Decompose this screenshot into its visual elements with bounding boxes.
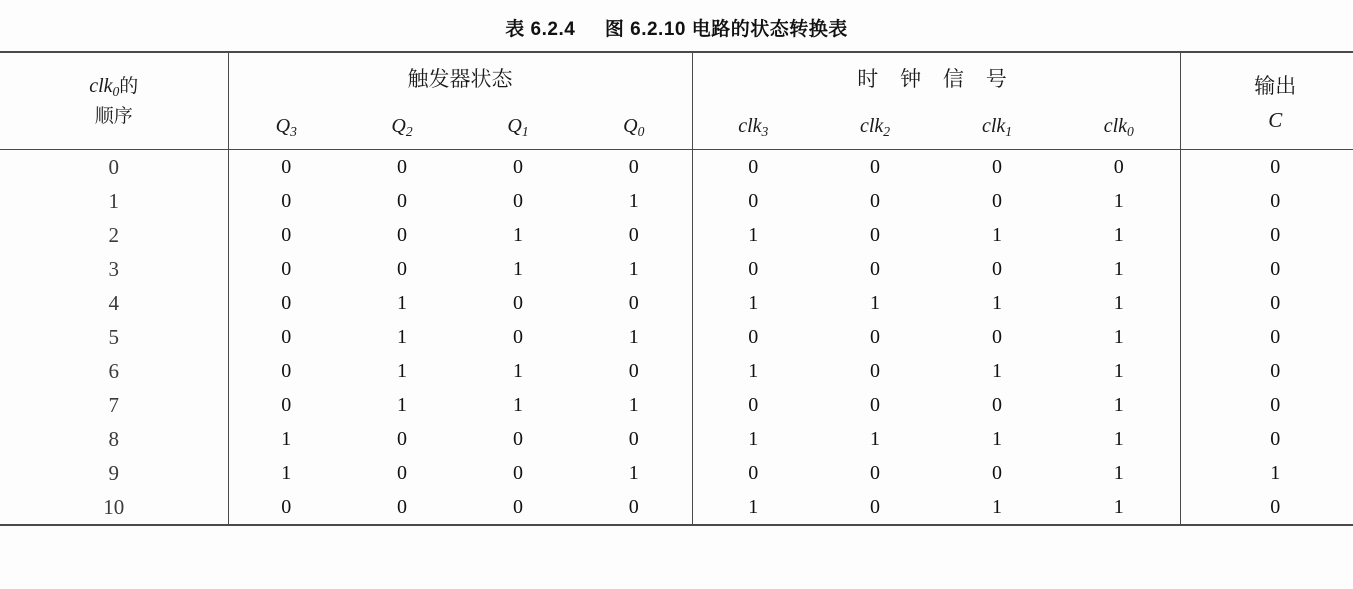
- cell-bit: 0: [513, 291, 523, 314]
- cell-bit: 0: [397, 495, 407, 518]
- cell-bit: 1: [513, 223, 523, 246]
- cell-bit: 0: [692, 150, 814, 184]
- table-row: [0, 490, 1353, 525]
- cell-bit: 1: [228, 456, 344, 490]
- cell-sequence: 9: [108, 460, 119, 485]
- q0-symbol: Q: [623, 114, 638, 137]
- cell-bit: 0: [628, 223, 639, 246]
- cell-bit: 1: [1113, 393, 1124, 416]
- table-row: [0, 354, 1353, 388]
- cell-bit: 0: [692, 456, 814, 490]
- q3-index: 3: [290, 123, 297, 139]
- cell-bit: 0: [628, 155, 639, 178]
- cell-bit: 0: [870, 257, 880, 280]
- cell-bit: 1: [397, 325, 407, 348]
- cell-bit: 0: [992, 189, 1002, 212]
- cell-bit: 0: [992, 461, 1002, 484]
- cell-bit: 0: [228, 320, 344, 354]
- cell-bit: 0: [513, 495, 523, 518]
- cell-bit: 0: [513, 325, 523, 348]
- cell-bit: 0: [992, 155, 1002, 178]
- cell-bit: 0: [513, 427, 523, 450]
- cell-bit: 0: [228, 150, 344, 184]
- cell-bit: 1: [513, 393, 523, 416]
- cell-bit: 1: [1113, 359, 1124, 382]
- cell-bit: 0: [870, 189, 880, 212]
- header-col-q0: [576, 103, 692, 150]
- cell-output: 0: [1180, 320, 1353, 354]
- clk0-index: 0: [1127, 123, 1134, 139]
- cell-bit: 0: [397, 461, 407, 484]
- table-row: [0, 184, 1353, 218]
- cell-bit: 0: [628, 291, 639, 314]
- cell-output: 0: [1180, 218, 1353, 252]
- cell-bit: 0: [628, 359, 639, 382]
- table-row: [0, 388, 1353, 422]
- rule-bottom: [0, 525, 1353, 526]
- cell-bit: 0: [513, 461, 523, 484]
- cell-output: 0: [1180, 490, 1353, 525]
- table-row: [0, 150, 1353, 184]
- cell-bit: 1: [1113, 223, 1124, 246]
- cell-bit: 0: [870, 359, 880, 382]
- cell-bit: 1: [992, 495, 1002, 518]
- cell-bit: 1: [992, 291, 1002, 314]
- cell-bit: 0: [1113, 155, 1124, 178]
- cell-bit: 0: [870, 461, 880, 484]
- q1-symbol: Q: [507, 114, 522, 137]
- q0-index: 0: [637, 123, 645, 139]
- cell-bit: 1: [992, 359, 1002, 382]
- cell-bit: 0: [228, 388, 344, 422]
- cell-output: 0: [1180, 286, 1353, 320]
- header-group-row: [0, 53, 1353, 103]
- cell-output: 0: [1180, 150, 1353, 184]
- cell-bit: 0: [228, 490, 344, 525]
- header-group-flipflop: 触发器状态: [228, 53, 692, 103]
- cell-bit: 1: [628, 461, 639, 484]
- clk2-symbol: clk: [859, 114, 884, 137]
- cell-sequence: 1: [108, 188, 119, 213]
- table-row: [0, 252, 1353, 286]
- cell-bit: 0: [397, 427, 407, 450]
- cell-bit: 0: [228, 184, 344, 218]
- header-col-clk2: [814, 103, 936, 150]
- cell-bit: 0: [228, 286, 344, 320]
- cell-output: 1: [1180, 456, 1353, 490]
- cell-bit: 0: [513, 189, 523, 212]
- cell-bit: 0: [692, 320, 814, 354]
- cell-bit: 1: [628, 325, 639, 348]
- cell-output: 0: [1180, 422, 1353, 456]
- cell-output: 0: [1180, 252, 1353, 286]
- table-row: [0, 286, 1353, 320]
- header-col-q1: [460, 103, 576, 150]
- clk1-symbol: clk: [981, 114, 1006, 137]
- cell-bit: 1: [397, 359, 407, 382]
- table-body: [0, 150, 1353, 525]
- table-row: [0, 422, 1353, 456]
- cell-bit: 1: [992, 223, 1002, 246]
- clk-var-suffix: 的: [119, 75, 139, 97]
- cell-bit: 0: [228, 252, 344, 286]
- clk3-symbol: clk: [738, 114, 762, 137]
- cell-bit: 1: [992, 427, 1002, 450]
- cell-bit: 1: [692, 490, 814, 525]
- header-col-clk0: [1058, 103, 1180, 150]
- cell-bit: 0: [992, 257, 1002, 280]
- cell-bit: 1: [1113, 495, 1124, 518]
- cell-bit: 0: [628, 427, 639, 450]
- cell-bit: 0: [628, 495, 639, 518]
- clk0-symbol: clk: [1103, 114, 1127, 137]
- cell-bit: 1: [1113, 189, 1124, 212]
- header-group-clock: 时 钟 信 号: [692, 53, 1180, 103]
- cell-sequence: 4: [108, 290, 119, 315]
- cell-bit: 0: [870, 325, 880, 348]
- cell-bit: 1: [397, 291, 407, 314]
- q2-index: 2: [405, 123, 413, 139]
- cell-bit: 1: [870, 291, 880, 314]
- header-sequence-cell: [0, 53, 228, 150]
- cell-bit: 1: [1113, 291, 1124, 314]
- cell-bit: 0: [513, 155, 523, 178]
- cell-bit: 1: [692, 422, 814, 456]
- cell-bit: 1: [1113, 461, 1124, 484]
- header-sequence-line1: [1, 71, 227, 102]
- cell-bit: 0: [397, 223, 407, 246]
- header-output-symbol: C: [1268, 107, 1283, 132]
- header-output-label: 输出: [1254, 74, 1297, 98]
- cell-bit: 0: [397, 155, 407, 178]
- cell-sequence: 7: [108, 392, 119, 417]
- table-number: 表 6.2.4: [505, 19, 576, 40]
- cell-bit: 0: [870, 393, 880, 416]
- cell-bit: 1: [628, 393, 639, 416]
- clk-var: clk: [89, 74, 113, 97]
- table-title: 图 6.2.10 电路的状态转换表: [604, 19, 848, 40]
- q1-index: 1: [521, 123, 529, 139]
- header-sequence-line2: 顺序: [94, 105, 133, 127]
- cell-bit: 1: [692, 286, 814, 320]
- cell-sequence: 8: [108, 426, 119, 451]
- cell-bit: 0: [228, 354, 344, 388]
- clk2-index: 2: [883, 123, 891, 139]
- clk1-index: 1: [1005, 123, 1013, 139]
- header-col-clk1: [936, 103, 1058, 150]
- cell-bit: 1: [870, 427, 880, 450]
- cell-bit: 0: [992, 325, 1002, 348]
- cell-bit: 1: [628, 189, 639, 212]
- cell-sequence: 5: [108, 324, 119, 349]
- cell-bit: 1: [692, 218, 814, 252]
- cell-bit: 0: [992, 393, 1002, 416]
- cell-bit: 0: [692, 252, 814, 286]
- cell-bit: 1: [228, 422, 344, 456]
- cell-sequence: 0: [108, 154, 119, 179]
- cell-bit: 0: [870, 223, 880, 246]
- cell-output: 0: [1180, 354, 1353, 388]
- header-group-output: [1180, 53, 1353, 150]
- cell-bit: 1: [1113, 325, 1124, 348]
- cell-bit: 0: [397, 257, 407, 280]
- table-row: [0, 218, 1353, 252]
- cell-bit: 1: [1113, 427, 1124, 450]
- header-col-q2: [344, 103, 460, 150]
- cell-sequence: 2: [108, 222, 119, 247]
- table-row: [0, 456, 1353, 490]
- cell-output: 0: [1180, 388, 1353, 422]
- cell-sequence: 3: [108, 256, 119, 281]
- cell-bit: 1: [513, 359, 523, 382]
- cell-bit: 1: [397, 393, 407, 416]
- q3-symbol: Q: [275, 114, 291, 137]
- clk-var-sub: 0: [112, 84, 120, 100]
- cell-sequence: 10: [103, 494, 125, 519]
- cell-bit: 0: [692, 184, 814, 218]
- cell-bit: 0: [397, 189, 407, 212]
- cell-sequence: 6: [108, 358, 119, 383]
- cell-bit: 0: [870, 495, 880, 518]
- q2-symbol: Q: [391, 114, 406, 137]
- cell-bit: 0: [692, 388, 814, 422]
- header-col-q3: [228, 103, 344, 150]
- cell-output: 0: [1180, 184, 1353, 218]
- cell-bit: 1: [513, 257, 523, 280]
- cell-bit: 0: [228, 218, 344, 252]
- table-row: [0, 320, 1353, 354]
- cell-bit: 1: [628, 257, 639, 280]
- table-caption: [0, 0, 1353, 51]
- cell-bit: 1: [692, 354, 814, 388]
- cell-bit: 0: [870, 155, 880, 178]
- cell-bit: 1: [1113, 257, 1124, 280]
- header-col-clk3: [692, 103, 814, 150]
- clk3-index: 3: [761, 123, 769, 139]
- state-transition-table: [0, 51, 1353, 526]
